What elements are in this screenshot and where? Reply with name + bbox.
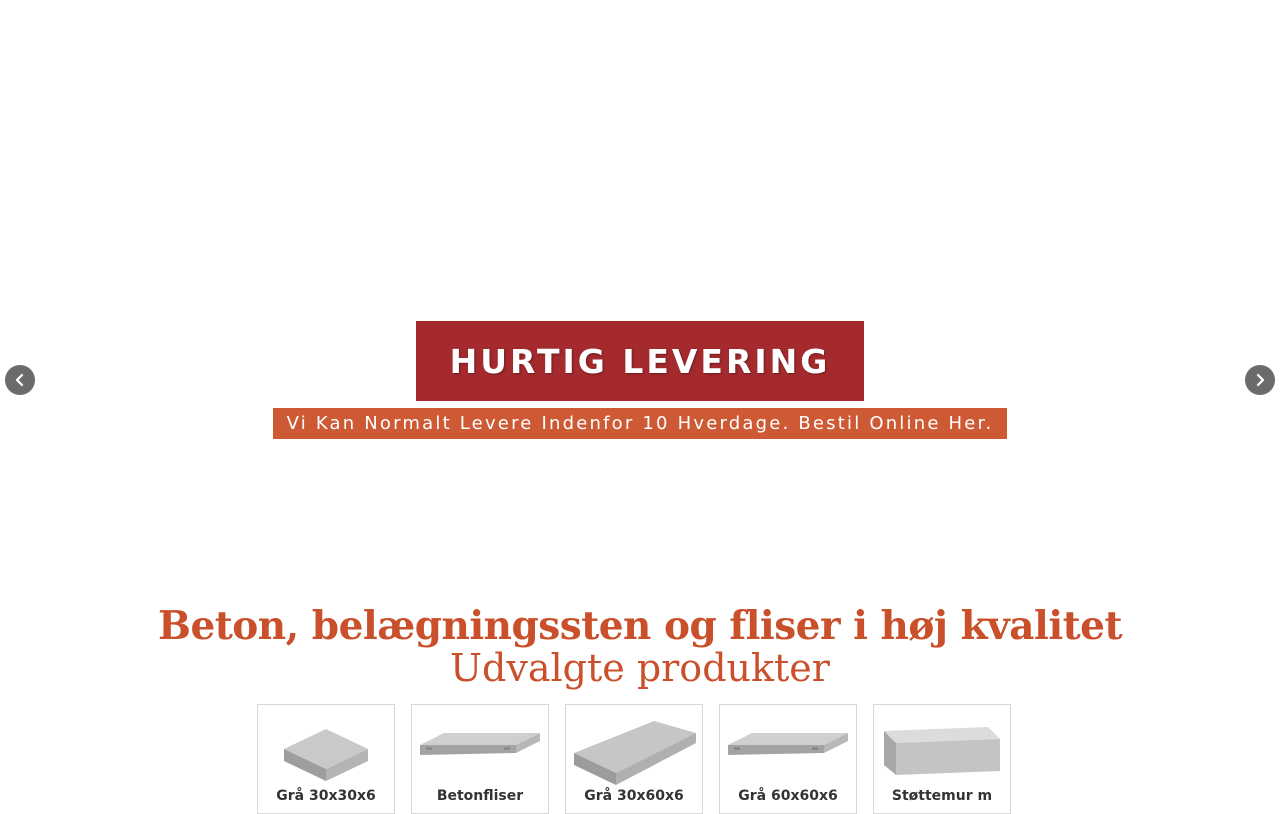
product-name: Betonfliser: [436, 788, 524, 804]
product-name: Grå 60x60x6: [738, 788, 838, 804]
section-heading: Beton, belægningssten og fliser i høj kvalitet: [157, 603, 1123, 649]
carousel-next-button[interactable]: [1245, 365, 1275, 395]
hero-title: HURTIG LEVERING: [449, 341, 831, 381]
hero-title-banner[interactable]: [416, 321, 864, 401]
product-card[interactable]: [873, 704, 1011, 814]
product-name: Støttemur m: [891, 788, 993, 804]
product-list: [257, 704, 1027, 804]
section-subheading: Udvalgte produkter: [450, 646, 830, 690]
chevron-left-icon: [13, 373, 27, 387]
carousel-prev-button[interactable]: [5, 365, 35, 395]
square-paver-icon: [262, 709, 390, 787]
product-name: Grå 30x30x6: [276, 788, 376, 804]
flat-tile-icon: [416, 709, 544, 787]
retaining-wall-block-icon: [878, 709, 1006, 787]
rectangular-paver-icon: [570, 709, 698, 787]
hero-subtitle: Vi Kan Normalt Levere Indenfor 10 Hverdage. Bestil Online Her.: [286, 413, 994, 434]
product-card[interactable]: [719, 704, 857, 814]
chevron-right-icon: [1253, 373, 1267, 387]
product-card[interactable]: [257, 704, 395, 814]
product-card[interactable]: [565, 704, 703, 814]
product-name: Grå 30x60x6: [584, 788, 684, 804]
hero-subtitle-banner[interactable]: [273, 408, 1007, 439]
flat-tile-icon: [724, 709, 852, 787]
product-card[interactable]: [411, 704, 549, 814]
